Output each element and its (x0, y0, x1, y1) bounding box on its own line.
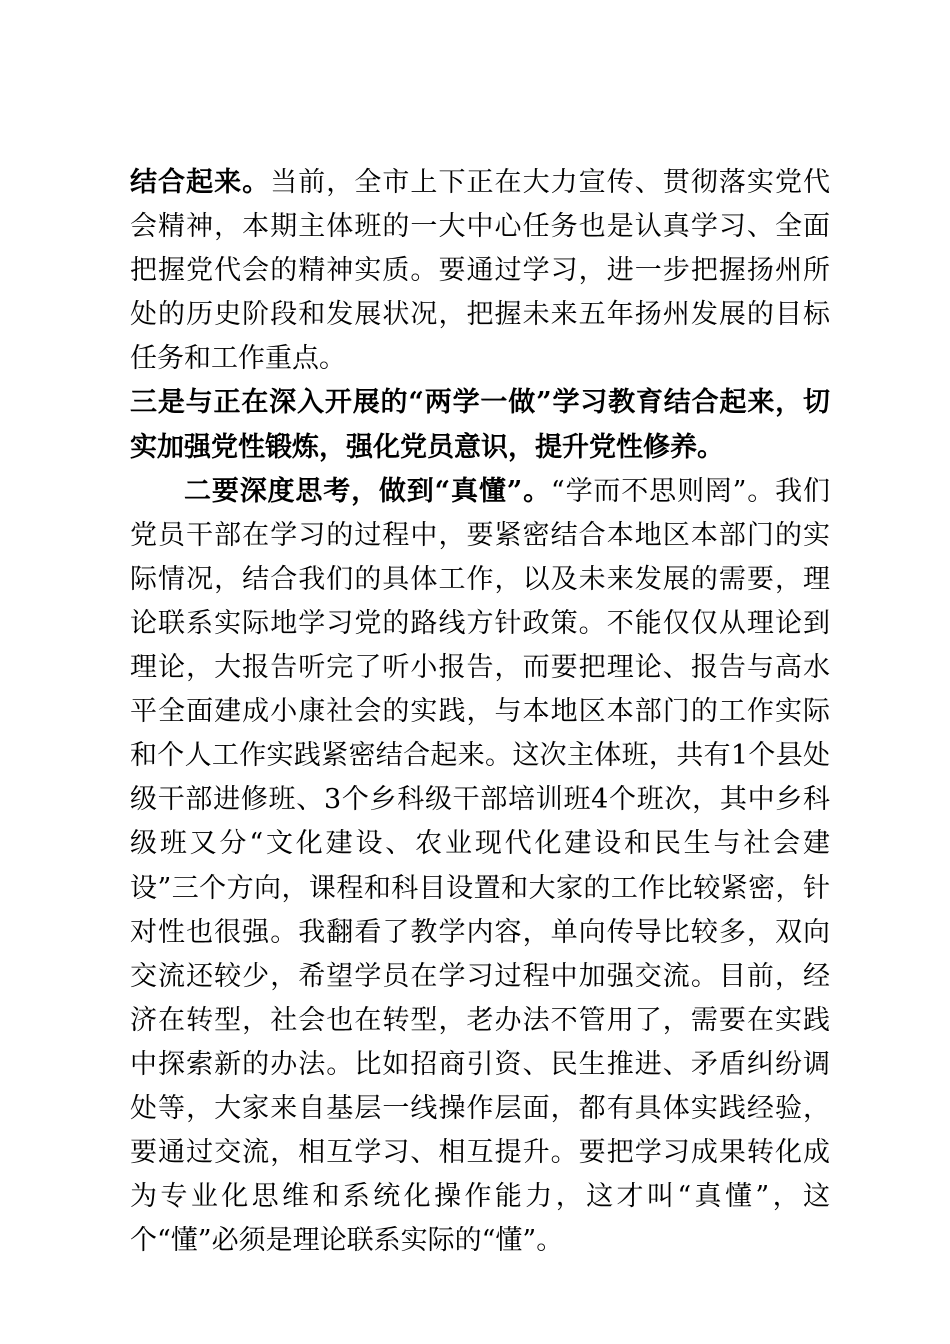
document-page (130, 161, 830, 1263)
section-heading: 二要深度思考，做到“真懂”。 (184, 475, 551, 507)
paragraph-text: 当前，全市上下正在大力宣传、贯彻落实党代会精神，本期主体班的一大中心任务也是认真学习、全面把握党代会的精神实质。要通过学习，进一步把握扬州所处的历史阶段和发展状况，把握未来五年扬州发展的目标任务和工作重点。 (130, 167, 831, 375)
paragraph-bold-lead: 三是与正在深入开展的“两学一做”学习教育结合起来，切实加强党性锻炼，强化党员意识，提升党性修养。 (130, 387, 830, 463)
paragraph-text: “学而不思则罔”。我们党员干部在学习的过程中，要紧密结合本地区本部门的实际情况，结合我们的具体工作，以及未来发展的需要，理论联系实际地学习党的路线方针政策。不能仅仅从理论到理论，大报告听完了听小报告，而要把理论、报告与高水平全面建成小康社会的实践，与本地区本部门的工作实际和个人工作实践紧密结合起来。这次主体班，共有1个县处级干部进修班、3个乡科级干部培训班4个班次，其中乡科级班又分“文化建设、农业现代化建设和民生与社会建设”三个方向，课程和科目设置和大家的工作比较紧密，针对性也很强。我翻看了教学内容，单向传导比较多，双向交流还较少，希望学员在学习过程中加强交流。目前，经济在转型，社会也在转型，老办法不管用了，需要在实践中探索新的办法。比如招商引资、民生推进、矛盾纠纷调处等，大家来自基层一线操作层面，都有具体实践经验，要通过交流，相互学习、相互提升。要把学习成果转化成为专业化思维和系统化操作能力，这才叫“真懂”，这个“懂”必须是理论联系实际的“懂”。 (130, 475, 830, 1257)
paragraph-section-two (130, 470, 830, 1264)
paragraph-point-three (130, 381, 830, 469)
paragraph-continuation (130, 161, 830, 381)
paragraph-bold-lead: 结合起来。 (130, 167, 271, 198)
